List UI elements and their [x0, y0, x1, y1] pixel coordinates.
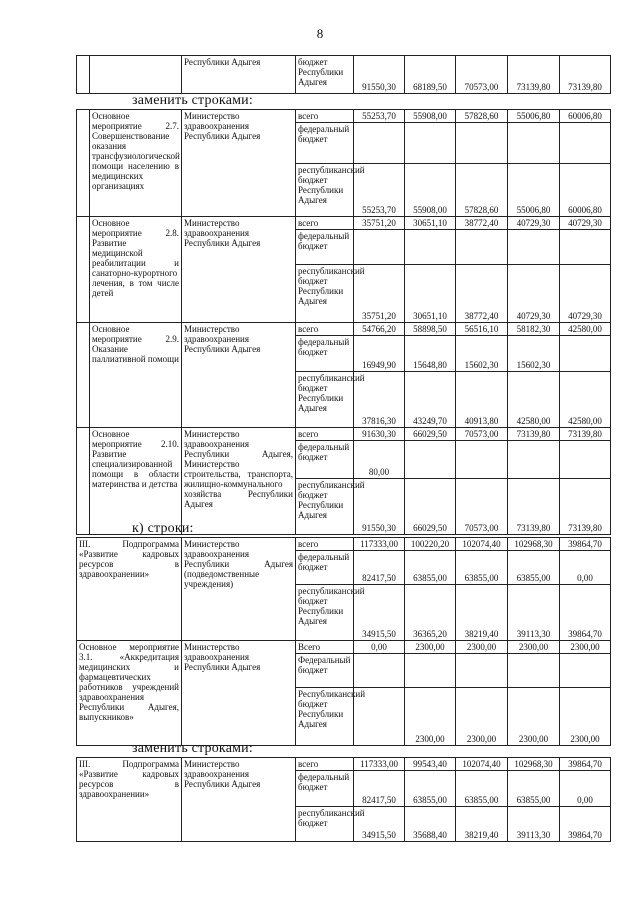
value-cell: 35688,40: [405, 807, 456, 842]
value-cell: 99543,40: [405, 758, 456, 771]
value-cell: 54766,20: [354, 323, 405, 336]
value-cell: 57828,60: [456, 110, 508, 123]
value-cell: 38219,40: [456, 807, 508, 842]
activity-name-cell: Основное мероприятие 2.8. Развитие медицинской реабилитации и санаторно-курортного лечения, в том числе детей: [90, 217, 182, 323]
executor-cell: Республики Адыгея: [182, 56, 296, 94]
funding-source-cell: всего: [296, 428, 354, 441]
value-cell: 91550,30: [354, 56, 405, 94]
value-cell: 39864,70: [560, 758, 611, 771]
value-cell: 68189,50: [405, 56, 456, 94]
value-cell: 55006,80: [508, 110, 560, 123]
funding-source-cell: всего: [296, 538, 354, 551]
value-cell: 40729,30: [508, 265, 560, 323]
value-cell: 2300,00: [456, 688, 508, 746]
funding-source-cell: федеральный бюджет: [296, 771, 354, 807]
value-cell: 60006,80: [560, 110, 611, 123]
value-cell: 73139,80: [508, 56, 560, 94]
funding-source-cell: всего: [296, 217, 354, 230]
value-cell: 34915,50: [354, 807, 405, 842]
value-cell: 91630,30: [354, 428, 405, 441]
value-cell: 55253,70: [354, 164, 405, 217]
value-cell: 73139,80: [560, 428, 611, 441]
value-cell: 2300,00: [456, 641, 508, 654]
value-cell: 63855,00: [456, 771, 508, 807]
table-row: [77, 110, 611, 123]
funding-source-cell: федеральный бюджет: [296, 336, 354, 372]
value-cell: 63855,00: [456, 551, 508, 585]
value-cell: 102968,30: [508, 758, 560, 771]
value-cell: 60006,80: [560, 164, 611, 217]
value-cell: 57828,60: [456, 164, 508, 217]
source-cell: бюджет Республики Адыгея: [296, 56, 354, 94]
value-cell: 0,00: [354, 641, 405, 654]
value-cell: 63855,00: [508, 771, 560, 807]
value-cell: [405, 441, 456, 479]
funding-source-cell: Всего: [296, 641, 354, 654]
table-row: [77, 758, 611, 771]
value-cell: 15602,30: [456, 336, 508, 372]
value-cell: 55908,00: [405, 110, 456, 123]
funding-source-cell: Федеральный бюджет: [296, 654, 354, 688]
funding-source-cell: Республиканский бюджет Республики Адыгея: [296, 688, 354, 746]
value-cell: 102968,30: [508, 538, 560, 551]
value-cell: [405, 123, 456, 164]
value-cell: 63855,00: [508, 551, 560, 585]
activity-name-cell: Основное мероприятие 2.10. Развитие специализированной помощи в области материнства и детства: [90, 428, 182, 535]
value-cell: [456, 441, 508, 479]
value-cell: 82417,50: [354, 551, 405, 585]
value-cell: [560, 441, 611, 479]
activity-name-cell: Основное мероприятие 2.7. Совершенствование оказания трансфузиологической помощи населению в медицинских организациях: [90, 110, 182, 217]
value-cell: 73139,80: [508, 428, 560, 441]
row-marker-cell: [77, 428, 90, 535]
funding-source-cell: федеральный бюджет: [296, 441, 354, 479]
value-cell: 63855,00: [405, 551, 456, 585]
value-cell: 56516,10: [456, 323, 508, 336]
funding-source-cell: республиканский бюджет Республики Адыгея: [296, 372, 354, 428]
table-row: [77, 56, 611, 94]
value-cell: 16949,90: [354, 336, 405, 372]
value-cell: [456, 654, 508, 688]
value-cell: 35751,20: [354, 265, 405, 323]
value-cell: 66029,50: [405, 428, 456, 441]
executor-cell: Министерство здравоохранения Республики Адыгея: [182, 217, 296, 323]
value-cell: 34915,50: [354, 585, 405, 641]
value-cell: 15648,80: [405, 336, 456, 372]
executor-cell: Министерство здравоохранения Республики Адыгея: [182, 758, 296, 842]
value-cell: 2300,00: [560, 641, 611, 654]
value-cell: 30651,10: [405, 265, 456, 323]
executor-cell: Министерство здравоохранения Республики Адыгея: [182, 323, 296, 428]
value-cell: 58182,30: [508, 323, 560, 336]
value-cell: 55908,00: [405, 164, 456, 217]
funding-source-cell: республиканский бюджет: [296, 807, 354, 842]
executor-cell: Министерство здравоохранения Республики Адыгея: [182, 641, 296, 746]
page-number: 8: [316, 26, 324, 41]
value-cell: 43249,70: [405, 372, 456, 428]
value-cell: 40729,30: [508, 217, 560, 230]
value-cell: 70573,00: [456, 479, 508, 535]
value-cell: 2300,00: [560, 688, 611, 746]
value-cell: 66029,50: [405, 479, 456, 535]
executor-cell: Министерство здравоохранения Республики Адыгея (подведомственные учреждения): [182, 538, 296, 641]
executor-cell: Министерство здравоохранения Республики Адыгея: [182, 110, 296, 217]
value-cell: [508, 441, 560, 479]
value-cell: 0,00: [560, 551, 611, 585]
funding-source-cell: всего: [296, 758, 354, 771]
value-cell: 82417,50: [354, 771, 405, 807]
table-row: [77, 428, 611, 441]
value-cell: 2300,00: [508, 641, 560, 654]
funding-source-cell: всего: [296, 110, 354, 123]
value-cell: [405, 230, 456, 265]
value-cell: [508, 123, 560, 164]
value-cell: 55253,70: [354, 110, 405, 123]
value-cell: 117333,00: [354, 758, 405, 771]
value-cell: 55006,80: [508, 164, 560, 217]
value-cell: 2300,00: [405, 641, 456, 654]
funding-source-cell: федеральный бюджет: [296, 551, 354, 585]
heading-replace-rows-2: заменить строками:: [132, 741, 253, 756]
heading-rows-k: к) строки:: [132, 521, 194, 536]
value-cell: 2300,00: [508, 688, 560, 746]
value-cell: 39864,70: [560, 538, 611, 551]
value-cell: 100220,20: [405, 538, 456, 551]
value-cell: 2300,00: [405, 688, 456, 746]
funding-source-cell: федеральный бюджет: [296, 123, 354, 164]
table-row: [77, 323, 611, 336]
value-cell: [354, 230, 405, 265]
funding-source-cell: федеральный бюджет: [296, 230, 354, 265]
value-cell: 39113,30: [508, 807, 560, 842]
value-cell: [456, 230, 508, 265]
value-cell: 102074,40: [456, 758, 508, 771]
value-cell: 40729,30: [560, 217, 611, 230]
row-marker-cell: [77, 56, 90, 94]
value-cell: 38772,40: [456, 217, 508, 230]
block1-table: [76, 109, 611, 535]
value-cell: [354, 123, 405, 164]
funding-source-cell: республиканский бюджет Республики Адыгея: [296, 479, 354, 535]
table-row: [77, 538, 611, 551]
value-cell: 36365,20: [405, 585, 456, 641]
executor-cell: Министерство здравоохранения Республики Адыгея, Министерство строительства, транспорта, жилищно-коммунального хозяйства Республики Адыгея: [182, 428, 296, 535]
value-cell: 63855,00: [405, 771, 456, 807]
value-cell: 38219,40: [456, 585, 508, 641]
value-cell: 39864,70: [560, 585, 611, 641]
name-cell: [90, 56, 182, 94]
row-marker-cell: [77, 217, 90, 323]
value-cell: 37816,30: [354, 372, 405, 428]
value-cell: [405, 654, 456, 688]
value-cell: 40913,80: [456, 372, 508, 428]
value-cell: 70573,00: [456, 56, 508, 94]
value-cell: 0,00: [560, 771, 611, 807]
value-cell: 73139,80: [508, 479, 560, 535]
top-fragment-table: [76, 55, 611, 94]
table-row: [77, 217, 611, 230]
funding-source-cell: всего: [296, 323, 354, 336]
value-cell: 40729,30: [560, 265, 611, 323]
funding-source-cell: республиканский бюджет Республики Адыгея: [296, 265, 354, 323]
funding-source-cell: республиканский бюджет Республики Адыгея: [296, 585, 354, 641]
block3-table: [76, 757, 611, 842]
value-cell: [560, 123, 611, 164]
funding-source-cell: республиканский бюджет Республики Адыгея: [296, 164, 354, 217]
value-cell: 30651,10: [405, 217, 456, 230]
value-cell: [560, 230, 611, 265]
value-cell: [508, 230, 560, 265]
value-cell: 58898,50: [405, 323, 456, 336]
value-cell: 70573,00: [456, 428, 508, 441]
value-cell: 91550,30: [354, 479, 405, 535]
value-cell: 73139,80: [560, 56, 611, 94]
value-cell: 42580,00: [508, 372, 560, 428]
value-cell: 102074,40: [456, 538, 508, 551]
value-cell: [456, 123, 508, 164]
value-cell: 39113,30: [508, 585, 560, 641]
value-cell: 73139,80: [560, 479, 611, 535]
value-cell: 15602,30: [508, 336, 560, 372]
row-marker-cell: [77, 110, 90, 217]
value-cell: [560, 654, 611, 688]
row-marker-cell: [77, 323, 90, 428]
activity-name-cell: Основное мероприятие 2.9. Оказание паллиативной помощи: [90, 323, 182, 428]
value-cell: 42580,00: [560, 372, 611, 428]
table-row: [77, 641, 611, 654]
value-cell: 35751,20: [354, 217, 405, 230]
block2-table: [76, 537, 611, 746]
heading-replace-rows: заменить строками:: [132, 93, 253, 108]
value-cell: 38772,40: [456, 265, 508, 323]
value-cell: 42580,00: [560, 323, 611, 336]
value-cell: 39864,70: [560, 807, 611, 842]
activity-name-cell: III. Подпрограмма «Развитие кадровых ресурсов в здравоохранении»: [77, 758, 182, 842]
value-cell: [354, 654, 405, 688]
value-cell: 117333,00: [354, 538, 405, 551]
value-cell: [560, 336, 611, 372]
value-cell: [508, 654, 560, 688]
value-cell: 80,00: [354, 441, 405, 479]
activity-name-cell: III. Подпрограмма «Развитие кадровых ресурсов в здравоохранении»: [77, 538, 182, 641]
activity-name-cell: Основное мероприятие 3.1. «Аккредитация медицинских и фармацевтических работников учреждений здравоохранения Республики Адыгея, выпускников»: [77, 641, 182, 746]
